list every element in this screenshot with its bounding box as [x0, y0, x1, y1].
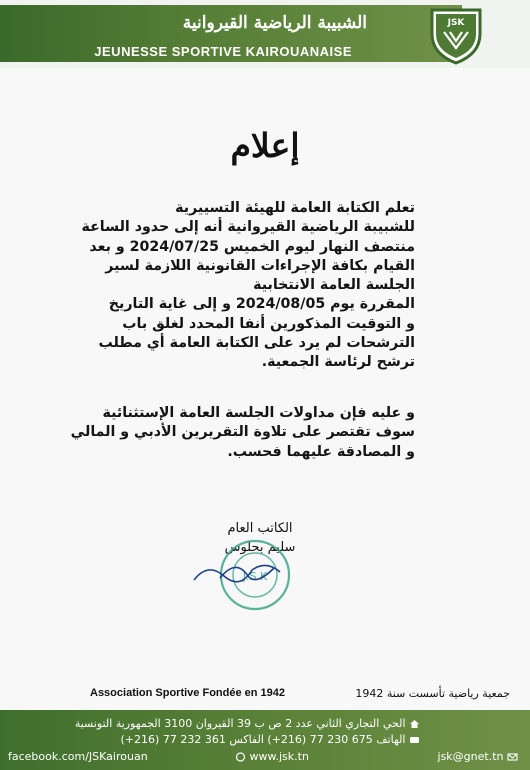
- handwritten-signature: [190, 550, 290, 590]
- globe-icon: [235, 752, 246, 762]
- document-title: إعلام: [230, 126, 300, 165]
- club-name-arabic: الشبيبة الرياضية القيروانية: [182, 13, 367, 33]
- signatory-title: الكاتب العام: [227, 521, 293, 536]
- logo-text: JSK: [447, 18, 465, 28]
- foundation-line: [90, 687, 510, 703]
- website-link[interactable]: www.jsk.tn: [249, 750, 309, 763]
- club-logo: [426, 4, 486, 66]
- website-line: [235, 750, 309, 763]
- announcement-paragraph-2: و عليه فإن مداولات الجلسة العامة الإستثنائية سوف تقتصر على تلاوة التقريرين الأدبي و المالي و المصادقة عليهما فحسب.: [70, 405, 415, 460]
- home-icon: [409, 719, 420, 729]
- header-band: [0, 5, 462, 62]
- email-icon: [507, 752, 518, 762]
- phone-fax-line: [121, 733, 420, 746]
- address-line: [75, 717, 420, 730]
- stamp-text: J.S.K: [242, 570, 268, 583]
- phone-fax-text: الهاتف 675 230 77 (216+) الفاكس 361 232 77 (216+): [120, 733, 406, 746]
- email-line: [438, 750, 518, 763]
- phone-icon: [409, 735, 420, 745]
- founded-french: Association Sportive Fondée en 1942: [90, 687, 286, 699]
- announcement-paragraph-1: تعلم الكتابة العامة للهيئة التسييرية للشبيبة الرياضية القيروانية أنه إلى حدود الساعة منتصف النهار ليوم الخميس 2024/07/25 و بعد القيام بكافة الإجراءات القانونية اللازمة لسير الجلسة العامة الانتخابية المقررة يوم 2024/08/05 و إلى غاية التاريخ و التوقيت المذكورين أنفا المحدد لغلق باب الترشحات لم يرد على الكتابة العامة أي مطلب ترشح لرئاسة الجمعية.: [81, 200, 415, 371]
- facebook-link[interactable]: facebook.com/JSKairouan: [8, 750, 148, 763]
- email-link[interactable]: jsk@gnet.tn: [437, 750, 504, 763]
- footer-contact-band: [0, 710, 530, 770]
- club-name-french: JEUNESSE SPORTIVE KAIROUANAISE: [94, 44, 352, 59]
- letterhead: [0, 0, 530, 68]
- signatory-name: سليم بحلوس: [224, 540, 296, 555]
- founded-arabic: جمعية رياضية تأسست سنة 1942: [355, 687, 510, 700]
- address-text: الحي التجاري الثاني عدد 2 ص ب 39 القيروان 3100 الجمهورية التونسية: [74, 717, 406, 730]
